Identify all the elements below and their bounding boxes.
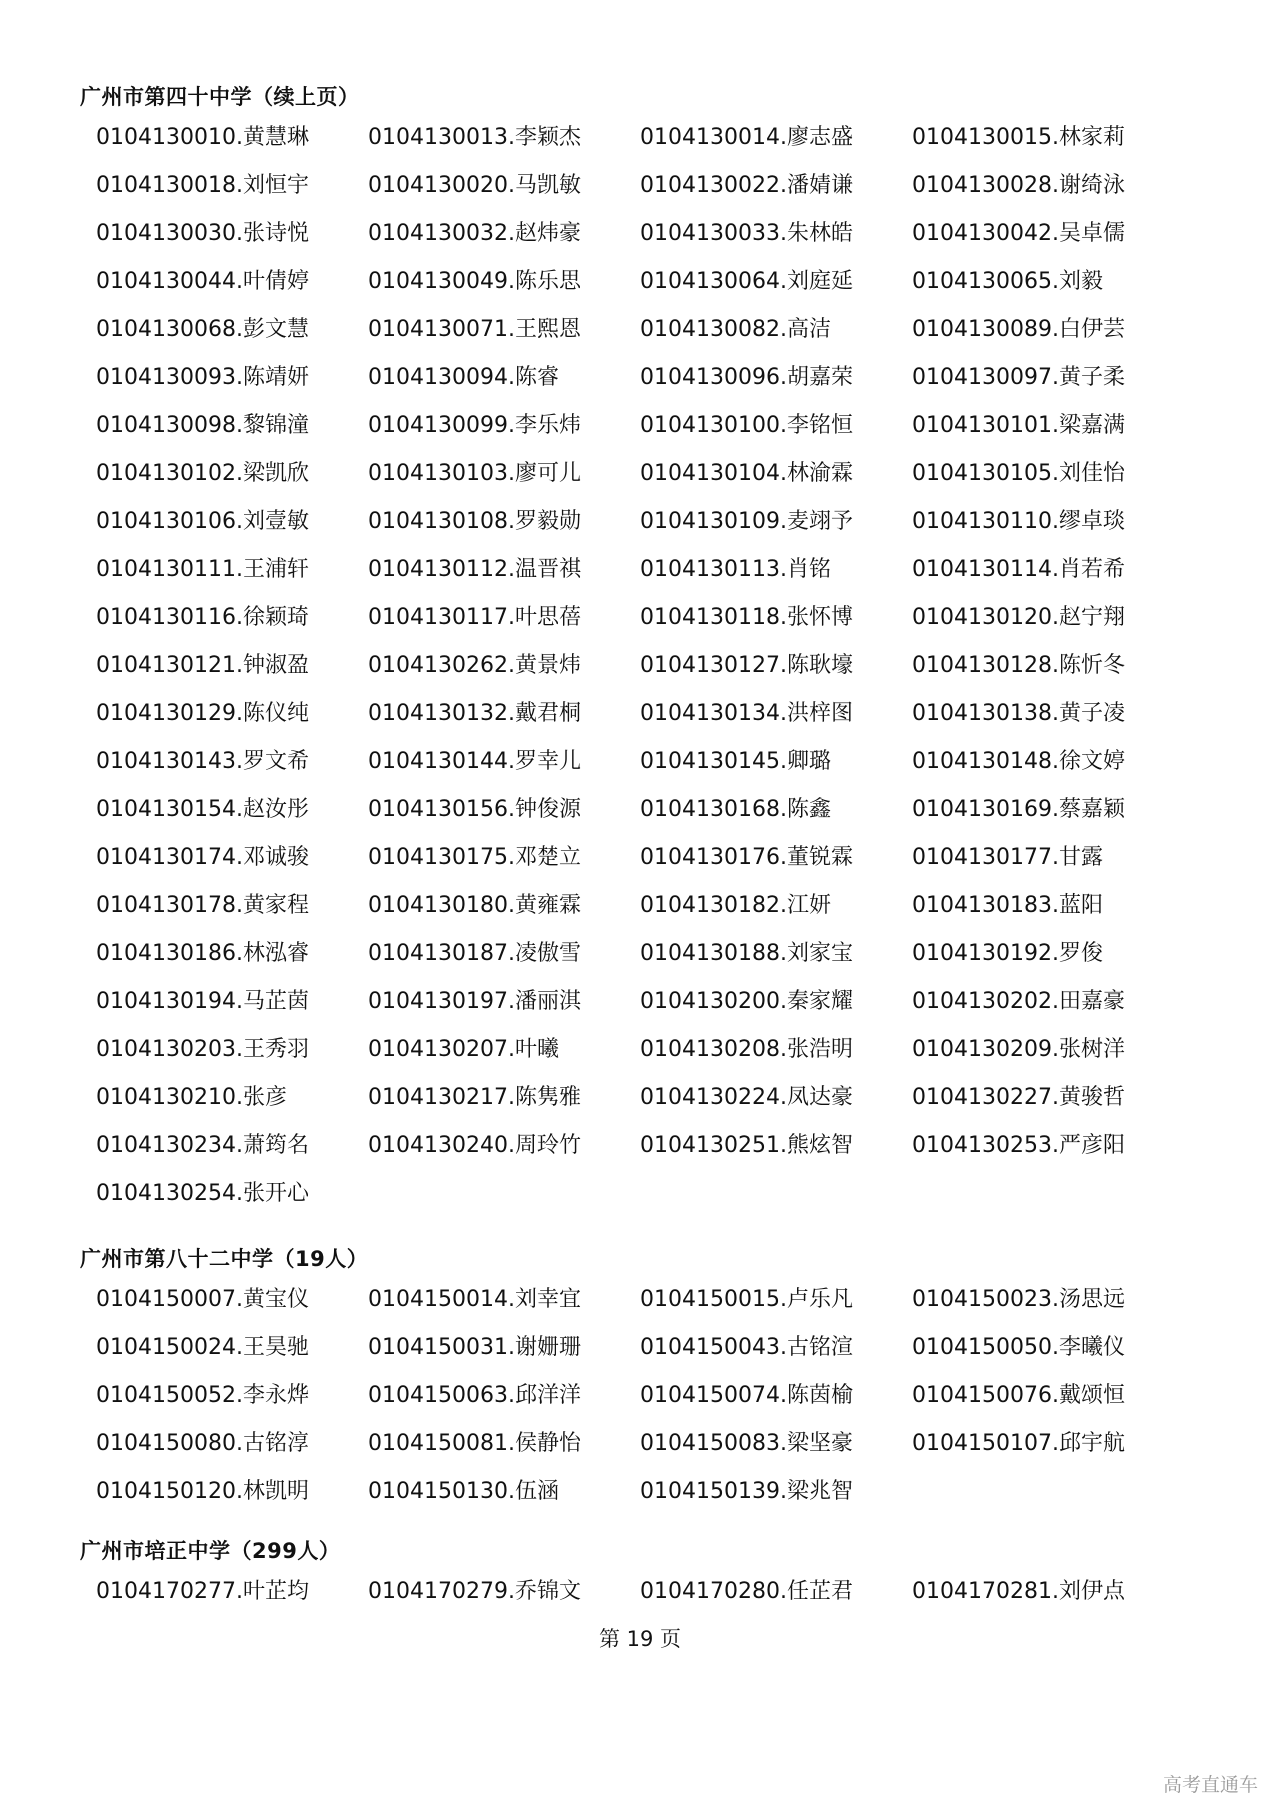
section-title: 广州市第八十二中学（19人） (80, 1247, 369, 1271)
student-entry: 0104130065.刘毅 (912, 269, 1103, 294)
student-entry: 0104150024.王昊驰 (96, 1335, 309, 1360)
student-entry: 0104130177.甘露 (912, 845, 1103, 870)
section-title: 广州市培正中学（299人） (80, 1539, 341, 1563)
student-entry: 0104130174.邓诚骏 (96, 845, 309, 870)
student-entry: 0104170280.任芷君 (640, 1579, 853, 1604)
student-entry: 0104130144.罗幸儿 (368, 749, 581, 774)
student-entry: 0104170279.乔锦文 (368, 1579, 581, 1604)
student-entry: 0104130234.萧筠名 (96, 1133, 309, 1158)
student-entry: 0104130033.朱林皓 (640, 221, 853, 246)
student-entry: 0104130202.田嘉豪 (912, 989, 1125, 1014)
student-entry: 0104130148.徐文婷 (912, 749, 1125, 774)
student-entry: 0104130111.王浦轩 (96, 557, 309, 582)
student-entry: 0104130044.叶倩婷 (96, 269, 309, 294)
student-entry: 0104130082.高洁 (640, 317, 831, 342)
student-entry: 0104150139.梁兆智 (640, 1479, 853, 1504)
student-entry: 0104130098.黎锦潼 (96, 413, 309, 438)
student-entry: 0104130178.黄家程 (96, 893, 309, 918)
student-entry: 0104150107.邱宇航 (912, 1431, 1125, 1456)
student-entry: 0104130010.黄慧琳 (96, 125, 309, 150)
student-entry: 0104130105.刘佳怡 (912, 461, 1125, 486)
student-entry: 0104130182.江妍 (640, 893, 831, 918)
student-entry: 0104130251.熊炫智 (640, 1133, 853, 1158)
school-section-40th (80, 80, 1220, 1218)
student-entry: 0104130145.卿璐 (640, 749, 831, 774)
school-section-peizheng (80, 1534, 1220, 1616)
school-section-82nd (80, 1242, 1220, 1516)
student-entry: 0104130028.谢绮泳 (912, 173, 1125, 198)
student-entry: 0104130110.缪卓琰 (912, 509, 1125, 534)
student-entry: 0104130188.刘家宝 (640, 941, 853, 966)
student-entry: 0104130120.赵宁翔 (912, 605, 1125, 630)
student-entry: 0104130180.黄雍霖 (368, 893, 581, 918)
student-entry: 0104150080.古铭淳 (96, 1431, 309, 1456)
student-entry: 0104130064.刘庭延 (640, 269, 853, 294)
student-entry: 0104130104.林渝霖 (640, 461, 853, 486)
student-entry: 0104130113.肖铭 (640, 557, 831, 582)
student-entry: 0104130200.秦家耀 (640, 989, 853, 1014)
student-entry: 0104130096.胡嘉荣 (640, 365, 853, 390)
student-entry: 0104130117.叶思蓓 (368, 605, 581, 630)
student-entry: 0104130203.王秀羽 (96, 1037, 309, 1062)
student-entry: 0104150014.刘幸宜 (368, 1287, 581, 1312)
student-entry: 0104150015.卢乐凡 (640, 1287, 853, 1312)
student-entry: 0104130094.陈睿 (368, 365, 559, 390)
student-entry: 0104130169.蔡嘉颖 (912, 797, 1125, 822)
student-entry: 0104130042.吴卓儒 (912, 221, 1125, 246)
student-entry: 0104150083.梁坚豪 (640, 1431, 853, 1456)
student-entry: 0104130154.赵汝彤 (96, 797, 309, 822)
student-entry: 0104130116.徐颖琦 (96, 605, 309, 630)
watermark: 高考直通车 (1162, 1774, 1258, 1796)
student-entry: 0104130093.陈靖妍 (96, 365, 309, 390)
student-entry: 0104130186.林泓睿 (96, 941, 309, 966)
student-entry: 0104130217.陈隽雅 (368, 1085, 581, 1110)
student-entry: 0104150063.邱洋洋 (368, 1383, 581, 1408)
student-entry: 0104130049.陈乐思 (368, 269, 581, 294)
student-entry: 0104130102.梁凯欣 (96, 461, 309, 486)
student-entry: 0104130022.潘婧谦 (640, 173, 853, 198)
student-entry: 0104150007.黄宝仪 (96, 1287, 309, 1312)
student-entry: 0104130132.戴君桐 (368, 701, 581, 726)
student-entry: 0104150076.戴颂恒 (912, 1383, 1125, 1408)
student-entry: 0104150031.谢姗珊 (368, 1335, 581, 1360)
section-title: 广州市第四十中学（续上页） (80, 85, 360, 109)
student-entry: 0104130194.马芷茵 (96, 989, 309, 1014)
student-entry: 0104130227.黄骏哲 (912, 1085, 1125, 1110)
student-entry: 0104130143.罗文希 (96, 749, 309, 774)
student-entry: 0104130183.蓝阳 (912, 893, 1103, 918)
student-entry: 0104130018.刘恒宇 (96, 173, 309, 198)
student-entry: 0104150074.陈茵榆 (640, 1383, 853, 1408)
student-entry: 0104130032.赵炜豪 (368, 221, 581, 246)
student-entry: 0104130197.潘丽淇 (368, 989, 581, 1014)
student-entry: 0104130014.廖志盛 (640, 125, 853, 150)
student-entry: 0104130097.黄子柔 (912, 365, 1125, 390)
student-entry: 0104130121.钟淑盈 (96, 653, 309, 678)
student-entry: 0104130175.邓楚立 (368, 845, 581, 870)
student-entry: 0104130209.张树洋 (912, 1037, 1125, 1062)
student-entry: 0104130013.李颖杰 (368, 125, 581, 150)
student-list (96, 1276, 1220, 1516)
student-entry: 0104130020.马凯敏 (368, 173, 581, 198)
student-entry: 0104130253.严彦阳 (912, 1133, 1125, 1158)
page-number: 第 19 页 (598, 1627, 682, 1651)
student-entry: 0104130099.李乐炜 (368, 413, 581, 438)
student-entry: 0104170281.刘伊点 (912, 1579, 1125, 1604)
student-entry: 0104130108.罗毅勋 (368, 509, 581, 534)
student-entry: 0104130224.凤达豪 (640, 1085, 853, 1110)
student-entry: 0104150130.伍涵 (368, 1479, 559, 1504)
student-entry: 0104150081.侯静怡 (368, 1431, 581, 1456)
student-entry: 0104130128.陈忻冬 (912, 653, 1125, 678)
student-entry: 0104170277.叶芷均 (96, 1579, 309, 1604)
student-entry: 0104130134.洪梓图 (640, 701, 853, 726)
student-entry: 0104130156.钟俊源 (368, 797, 581, 822)
student-entry: 0104130071.王熙恩 (368, 317, 581, 342)
student-entry: 0104130207.叶曦 (368, 1037, 559, 1062)
student-entry: 0104130208.张浩明 (640, 1037, 853, 1062)
student-entry: 0104130187.凌傲雪 (368, 941, 581, 966)
student-entry: 0104130015.林家莉 (912, 125, 1125, 150)
student-entry: 0104130118.张怀博 (640, 605, 853, 630)
student-entry: 0104150023.汤思远 (912, 1287, 1125, 1312)
student-entry: 0104130106.刘壹敏 (96, 509, 309, 534)
student-entry: 0104130109.麦翊予 (640, 509, 853, 534)
student-list (96, 114, 1220, 1218)
student-entry: 0104130176.董锐霖 (640, 845, 853, 870)
student-entry: 0104150052.李永烨 (96, 1383, 309, 1408)
student-entry: 0104130129.陈仪纯 (96, 701, 309, 726)
student-entry: 0104130112.温晋祺 (368, 557, 581, 582)
student-entry: 0104130240.周玲竹 (368, 1133, 581, 1158)
student-entry: 0104150043.古铭渲 (640, 1335, 853, 1360)
student-entry: 0104130068.彭文慧 (96, 317, 309, 342)
student-entry: 0104150120.林凯明 (96, 1479, 309, 1504)
student-list (96, 1568, 1220, 1616)
student-entry: 0104130100.李铭恒 (640, 413, 853, 438)
student-entry: 0104130103.廖可儿 (368, 461, 581, 486)
student-entry: 0104130138.黄子凌 (912, 701, 1125, 726)
student-entry: 0104150050.李曦仪 (912, 1335, 1125, 1360)
student-entry: 0104130114.肖若希 (912, 557, 1125, 582)
student-entry: 0104130089.白伊芸 (912, 317, 1125, 342)
student-entry: 0104130168.陈鑫 (640, 797, 831, 822)
student-entry: 0104130254.张开心 (96, 1181, 309, 1206)
student-entry: 0104130030.张诗悦 (96, 221, 309, 246)
student-entry: 0104130101.梁嘉满 (912, 413, 1125, 438)
student-entry: 0104130210.张彦 (96, 1085, 287, 1110)
student-entry: 0104130192.罗俊 (912, 941, 1103, 966)
student-entry: 0104130127.陈耿壕 (640, 653, 853, 678)
student-entry: 0104130262.黄景炜 (368, 653, 581, 678)
